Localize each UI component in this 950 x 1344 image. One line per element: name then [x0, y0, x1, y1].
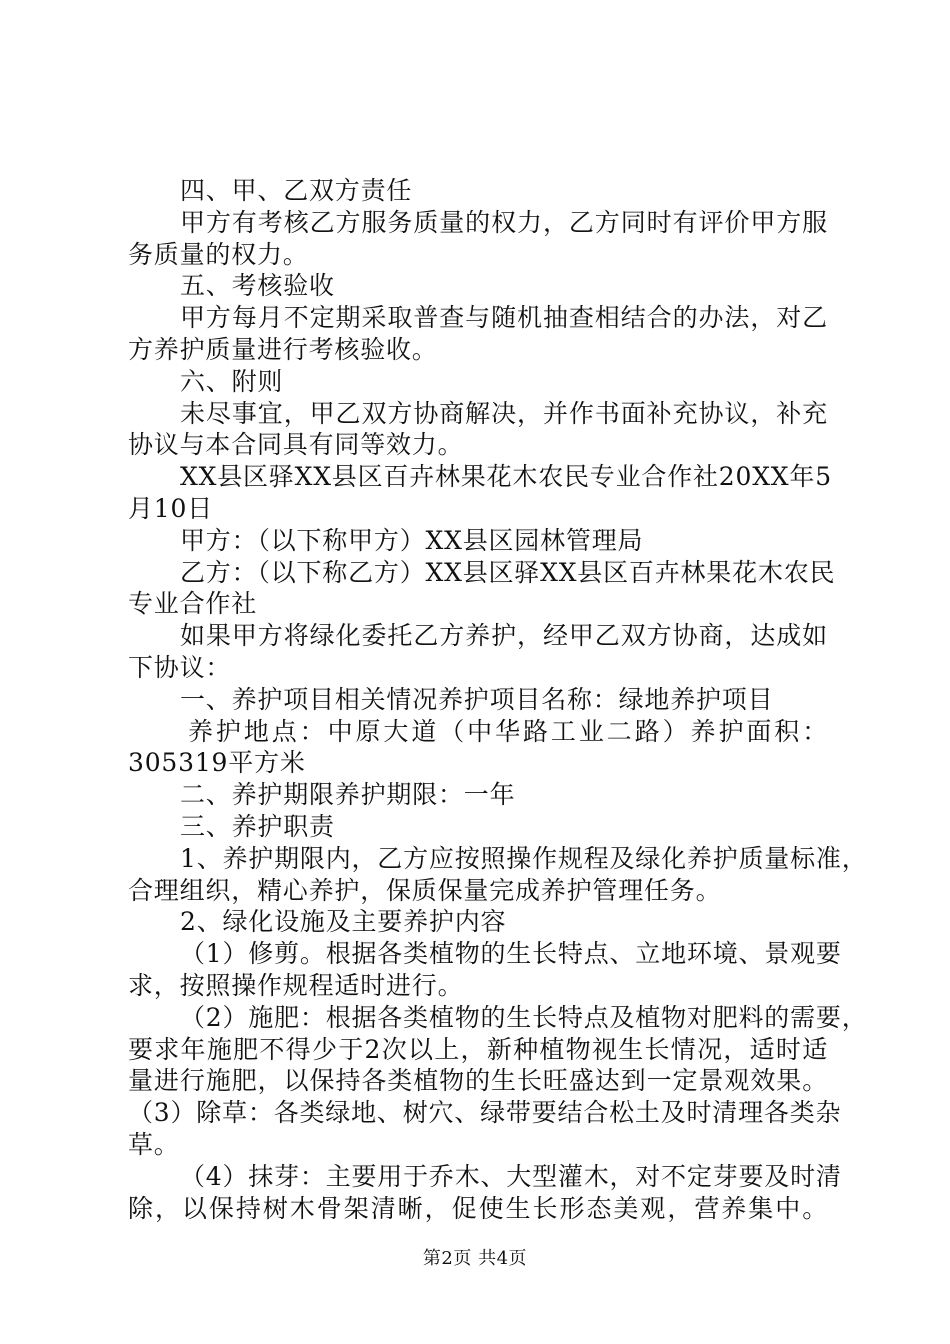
- paragraph-line: 方养护质量进行考核验收。: [128, 334, 438, 364]
- paragraph-line: （4）抹芽：主要用于乔木、大型灌木，对不定芽要及时清: [180, 1161, 842, 1191]
- paragraph-line: 月10日: [128, 493, 214, 523]
- paragraph-line: （1）修剪。根据各类植物的生长特点、立地环境、景观要: [180, 939, 842, 969]
- paragraph-line: 合理组织，精心养护，保质保量完成养护管理任务。: [128, 875, 722, 905]
- paragraph-line: 下协议：: [128, 652, 232, 682]
- party-a-line: 甲方：（以下称甲方）XX县区园林管理局: [180, 525, 644, 555]
- paragraph-line: 草。: [128, 1129, 180, 1159]
- section-heading: 一、养护项目相关情况养护项目名称：绿地养护项目: [180, 684, 774, 714]
- paragraph-line: （3）除草：各类绿地、树穴、绿带要结合松土及时清理各类杂: [128, 1098, 842, 1128]
- document-body: [128, 175, 868, 1224]
- paragraph-line: 未尽事宜，甲乙双方协商解决，并作书面补充协议，补充: [180, 398, 828, 428]
- section-heading: 三、养护职责: [180, 811, 335, 841]
- paragraph-line: 养护地点：中原大道（中华路工业二路）养护面积：: [188, 716, 828, 746]
- paragraph-line: 甲方有考核乙方服务质量的权力，乙方同时有评价甲方服: [180, 207, 828, 237]
- page-number-footer: 第2页 共4页: [422, 1248, 528, 1269]
- section-heading: 二、养护期限养护期限：一年: [180, 780, 516, 810]
- paragraph-line: 如果甲方将绿化委托乙方养护，经甲乙双方协商，达成如: [180, 621, 828, 651]
- paragraph-line: 协议与本合同具有同等效力。: [128, 430, 464, 460]
- paragraph-line: 专业合作社: [128, 589, 258, 619]
- section-heading: 2、绿化设施及主要养护内容: [180, 907, 507, 937]
- section-heading: 五、考核验收: [180, 271, 335, 301]
- paragraph-line: 1、养护期限内，乙方应按照操作规程及绿化养护质量标准，: [180, 843, 868, 873]
- paragraph-line: （2）施肥：根据各类植物的生长特点及植物对肥料的需要，: [180, 1002, 868, 1032]
- paragraph-line: 甲方每月不定期采取普查与随机抽查相结合的办法，对乙: [180, 303, 828, 333]
- paragraph-line: 305319平方米: [128, 748, 306, 778]
- paragraph-line: 除，以保持树木骨架清晰，促使生长形态美观，营养集中。: [128, 1193, 828, 1223]
- paragraph-line: 量进行施肥，以保持各类植物的生长旺盛达到一定景观效果。: [128, 1066, 828, 1096]
- party-b-line: 乙方：（以下称乙方）XX县区驿XX县区百卉林果花木农民: [180, 557, 836, 587]
- paragraph-line: 要求年施肥不得少于2次以上，新种植物视生长情况，适时适: [128, 1034, 828, 1064]
- section-heading: 四、甲、乙双方责任: [180, 176, 413, 205]
- section-heading: 六、附则: [180, 366, 284, 396]
- paragraph-line: 求，按照操作规程适时进行。: [128, 970, 464, 1000]
- paragraph-line: XX县区驿XX县区百卉林果花木农民专业合作社20XX年5: [180, 462, 832, 492]
- paragraph-line: 务质量的权力。: [128, 239, 309, 269]
